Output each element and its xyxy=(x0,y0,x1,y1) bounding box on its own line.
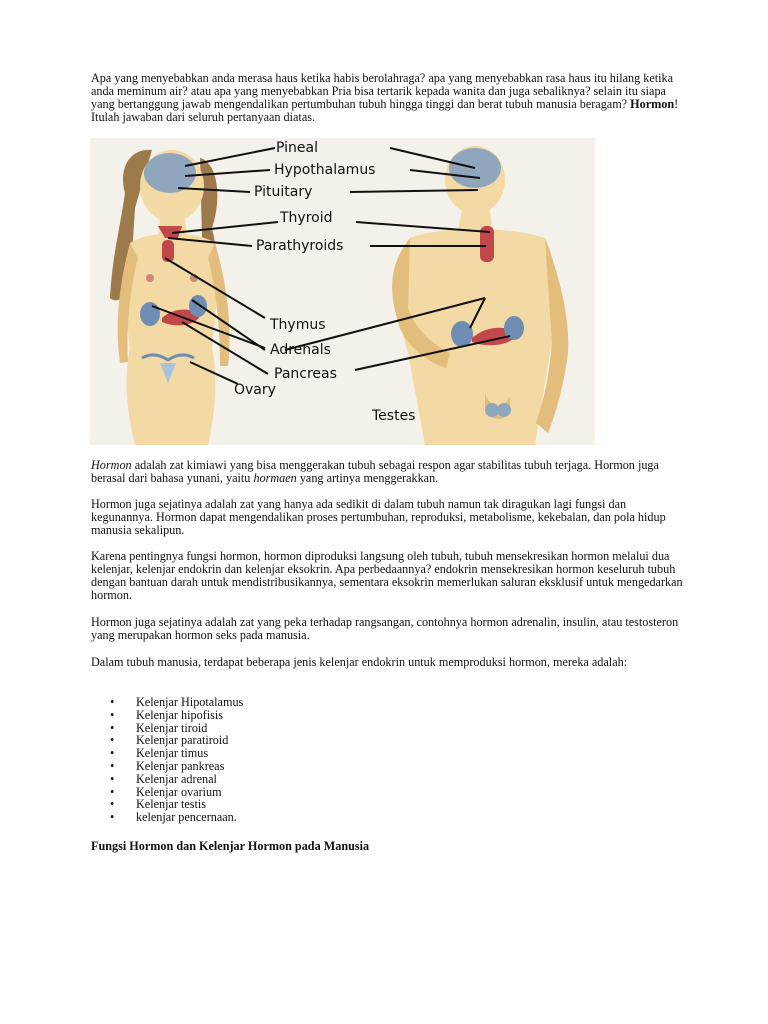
list-item: • Kelenjar adrenal xyxy=(110,773,243,786)
hormon-bold: Hormon xyxy=(630,97,675,111)
label-hypothalamus: Hypothalamus xyxy=(274,162,376,178)
label-thymus: Thymus xyxy=(270,317,326,333)
label-ovary: Ovary xyxy=(234,382,276,398)
gland-list xyxy=(110,696,243,824)
list-item: • Kelenjar tiroid xyxy=(110,722,243,735)
list-item: • Kelenjar Hipotalamus xyxy=(110,696,243,709)
list-item: • Kelenjar paratiroid xyxy=(110,734,243,747)
list-item: • Kelenjar timus xyxy=(110,747,243,760)
list-item: • Kelenjar pankreas xyxy=(110,760,243,773)
label-pituitary: Pituitary xyxy=(254,184,313,200)
section-heading: Fungsi Hormon dan Kelenjar Hormon pada Manusia xyxy=(91,839,370,853)
female-figure xyxy=(110,150,229,445)
hormon-definition-paragraph: Hormon adalah zat kimiawi yang bisa menggerakan tubuh sebagai respon agar stabilitas tubuh terjaga. Hormon juga berasal dari bahasa yunani, yaitu hormaen yang artinya menggerakkan. xyxy=(91,458,659,485)
list-item: • Kelenjar hipofisis xyxy=(110,709,243,722)
list-item: • kelenjar pencernaan. xyxy=(110,811,243,824)
list-item: • Kelenjar ovarium xyxy=(110,786,243,799)
paragraph-hormon-rangsangan: Hormon juga sejatinya adalah zat yang peka terhadap rangsangan, contohnya hormon adrenalin, insulin, atau testosteron yang merupakan hormon seks pada manusia. xyxy=(91,615,679,642)
intro-paragraph: Apa yang menyebabkan anda merasa haus ketika habis berolahraga? apa yang menyebabkan rasa haus itu hilang ketika anda meminum air? atau apa yang menyebabkan Pria bisa tertarik kepada wanita dan juga sebaliknya? selain itu siapa yang bertanggung jawab mengendalikan pertumbuhan tubuh hingga tinggi dan berat tubuh manusia beragam? Hormon! Itulah jawaban dari seluruh pertanyaan diatas. xyxy=(91,71,679,124)
paragraph-kelenjar-intro: Dalam tubuh manusia, terdapat beberapa jenis kelenjar endokrin untuk memproduksi hormon, mereka adalah: xyxy=(91,655,628,669)
label-parathyroids: Parathyroids xyxy=(256,238,344,254)
paragraph-hormon-function: Hormon juga sejatinya adalah zat yang hanya ada sedikit di dalam tubuh namun tak diragukan lagi fungsi dan kegunannya. Hormon dapat mengendalikan proses pertumbuhan, reproduksi, metabolisme, kekebalan, dan pola hidup manusia sekalipun. xyxy=(91,497,666,537)
endocrine-diagram xyxy=(90,138,595,445)
label-pineal: Pineal xyxy=(276,140,318,156)
label-pancreas: Pancreas xyxy=(274,366,337,382)
label-adrenals: Adrenals xyxy=(270,342,331,358)
label-testes: Testes xyxy=(372,408,416,424)
paragraph-endokrin-eksokrin: Karena pentingnya fungsi hormon, hormon diproduksi langsung oleh tubuh, tubuh mensekresikan hormon melalui dua kelenjar, kelenjar endokrin dan kelenjar eksokrin. Apa perbedaannya? endokrin mensekresikan hormon keseluruh tubuh dengan bantuan darah untuk mendistribusikannya, sementara eksokrin memerlukan saluran eksklusif untuk mengedarkan hormon. xyxy=(91,549,683,602)
label-thyroid: Thyroid xyxy=(280,210,333,226)
list-item: • Kelenjar testis xyxy=(110,798,243,811)
